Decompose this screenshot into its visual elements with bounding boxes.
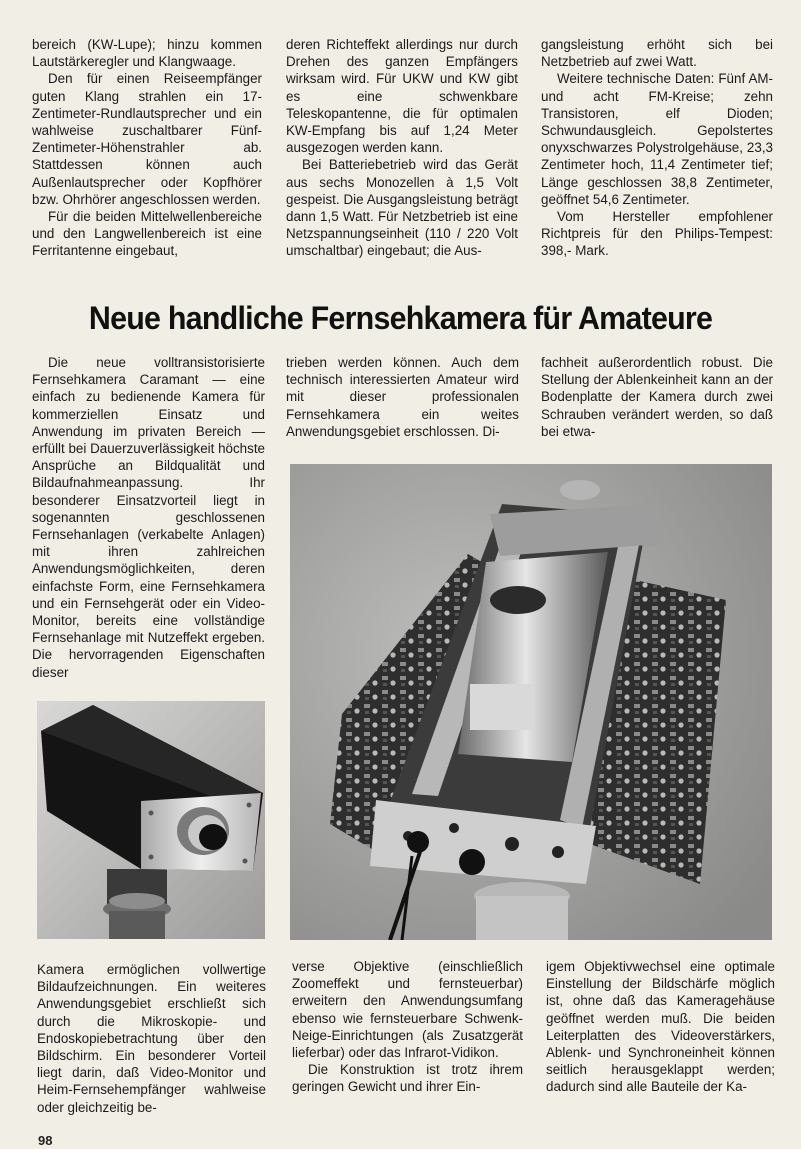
camera-photo xyxy=(37,701,265,939)
lower-column-2 xyxy=(292,958,523,1096)
article-column-1 xyxy=(32,354,265,681)
lower-column-1 xyxy=(37,961,266,1116)
paragraph: Vom Hersteller empfohlener Richtpreis für den Philips-Tempest: 398,- Mark. xyxy=(541,209,773,259)
paragraph: Für die beiden Mittelwellenbereiche und den Langwellenbereich ist eine Ferritantenne eingebaut, xyxy=(32,209,262,259)
paragraph: Weitere technische Daten: Fünf AM- und acht FM-Kreise; zehn Transistoren, elf Dioden; Schwundausgleich. Gepolstertes onyxschwarzes Polystrolgehäuse, 23,3 Zentimeter hoch, 11,4 Zentimeter tief; Länge geschlossen 38,8 Zentimeter, geöffnet 54,6 Zentimeter. xyxy=(541,71,773,207)
paragraph: trieben werden können. Auch dem technisch interessierten Amateur wird mit dieser professionalen Fernsehkamera ein weites Anwendungsgebiet erschlossen. Di- xyxy=(286,355,519,439)
paragraph: Kamera ermöglichen vollwertige Bildaufzeichnungen. Ein weiteres Anwendungsgebiet erschließt sich durch die Mikroskopie- und Endoskopiebetrachtung über den Bildschirm. Ein besonderer Vorteil liegt darin, daß Video-Monitor und Heim-Fernsehempfänger wahlweise oder gleichzeitig be- xyxy=(37,962,266,1115)
paragraph: Die Konstruktion ist trotz ihrem geringen Gewicht und ihrer Ein- xyxy=(292,1062,523,1095)
article-column-3 xyxy=(541,354,773,440)
top-column-1 xyxy=(32,36,262,260)
top-column-3 xyxy=(541,36,773,260)
article-headline: Neue handliche Fernsehkamera für Amateure xyxy=(88,300,713,336)
paragraph: verse Objektive (einschließlich Zoomeffekt und fernsteuerbar) erweitern den Anwendungsumfang ebenso wie fernsteuerbare Schwenk-Neige-Einrichtungen (als Zusatzgerät lieferbar) oder das Infrarot-Vidikon. xyxy=(292,959,523,1061)
paragraph: bereich (KW-Lupe); hinzu kommen Lautstärkeregler und Klangwaage. xyxy=(32,37,262,70)
paragraph: Bei Batteriebetrieb wird das Gerät aus sechs Monozellen à 1,5 Volt gespeist. Die Ausgangsleistung beträgt dann 1,5 Watt. Für Netzbetrieb ist eine Netzspannungseinheit (110 / 220 Volt umschaltbar) eingebaut; die Aus- xyxy=(286,157,518,259)
paragraph: Den für einen Reiseempfänger guten Klang strahlen ein 17-Zentimeter-Rundlautsprecher und ein wahlweise zuschaltbarer Fünf-Zentimeter-Höhenstrahler ab. Stattdessen können auch Außenlautsprecher oder Kopfhörer bzw. Ohrhörer angeschlossen werden. xyxy=(32,71,262,207)
page-number: 98 xyxy=(38,1133,53,1148)
paragraph: deren Richteffekt allerdings nur durch Drehen des ganzen Empfängers wirksam wird. Für UKW und KW gibt es eine schwenkbare Teleskopantenne, die für optimalen KW-Empfang bis auf 1,24 Meter ausgezogen werden kann. xyxy=(286,37,518,156)
paragraph: fachheit außerordentlich robust. Die Stellung der Ablenkeinheit kann an der Bodenplatte der Kamera durch zwei Schrauben verändert werden, so daß bei etwa- xyxy=(541,355,773,439)
article-column-2 xyxy=(286,354,519,440)
lower-column-3 xyxy=(546,958,775,1096)
paragraph: igem Objektivwechsel eine optimale Einstellung der Bildschärfe möglich ist, ohne daß das Kameragehäuse geöffnet werden muß. Die beiden Leiterplatten des Videoverstärkers, Ablenk- und Synchroneinheit können seitlich herausgeklappt werden; dadurch sind alle Bauteile der Ka- xyxy=(546,959,775,1095)
top-column-2 xyxy=(286,36,518,260)
open-camera-photo xyxy=(290,464,772,940)
paragraph: gangsleistung erhöht sich bei Netzbetrieb auf zwei Watt. xyxy=(541,37,773,70)
paragraph: Die neue volltransistorisierte Fernsehkamera Caramant — eine einfach zu bedienende Kamera für kommerziellen Einsatz und Anwendung im privaten Bereich — erfüllt bei Dauerzuverlässigkeit höchste Ansprüche an Bildqualität und Bildaufnahmeanpassung. Ihr besonderer Einsatzvorteil liegt in sogenannten geschlossenen Fernsehanlagen (verkabelte Anlagen) mit ihren zahlreichen Anwendungsmöglichkeiten, deren einfachste Form, eine Fernsehkamera und ein Fernsehgerät oder ein Video-Monitor, bereits eine vollständige Fernsehanlage mit Nutzeffekt ergeben. Die hervorragenden Eigenschaften dieser xyxy=(32,355,265,680)
